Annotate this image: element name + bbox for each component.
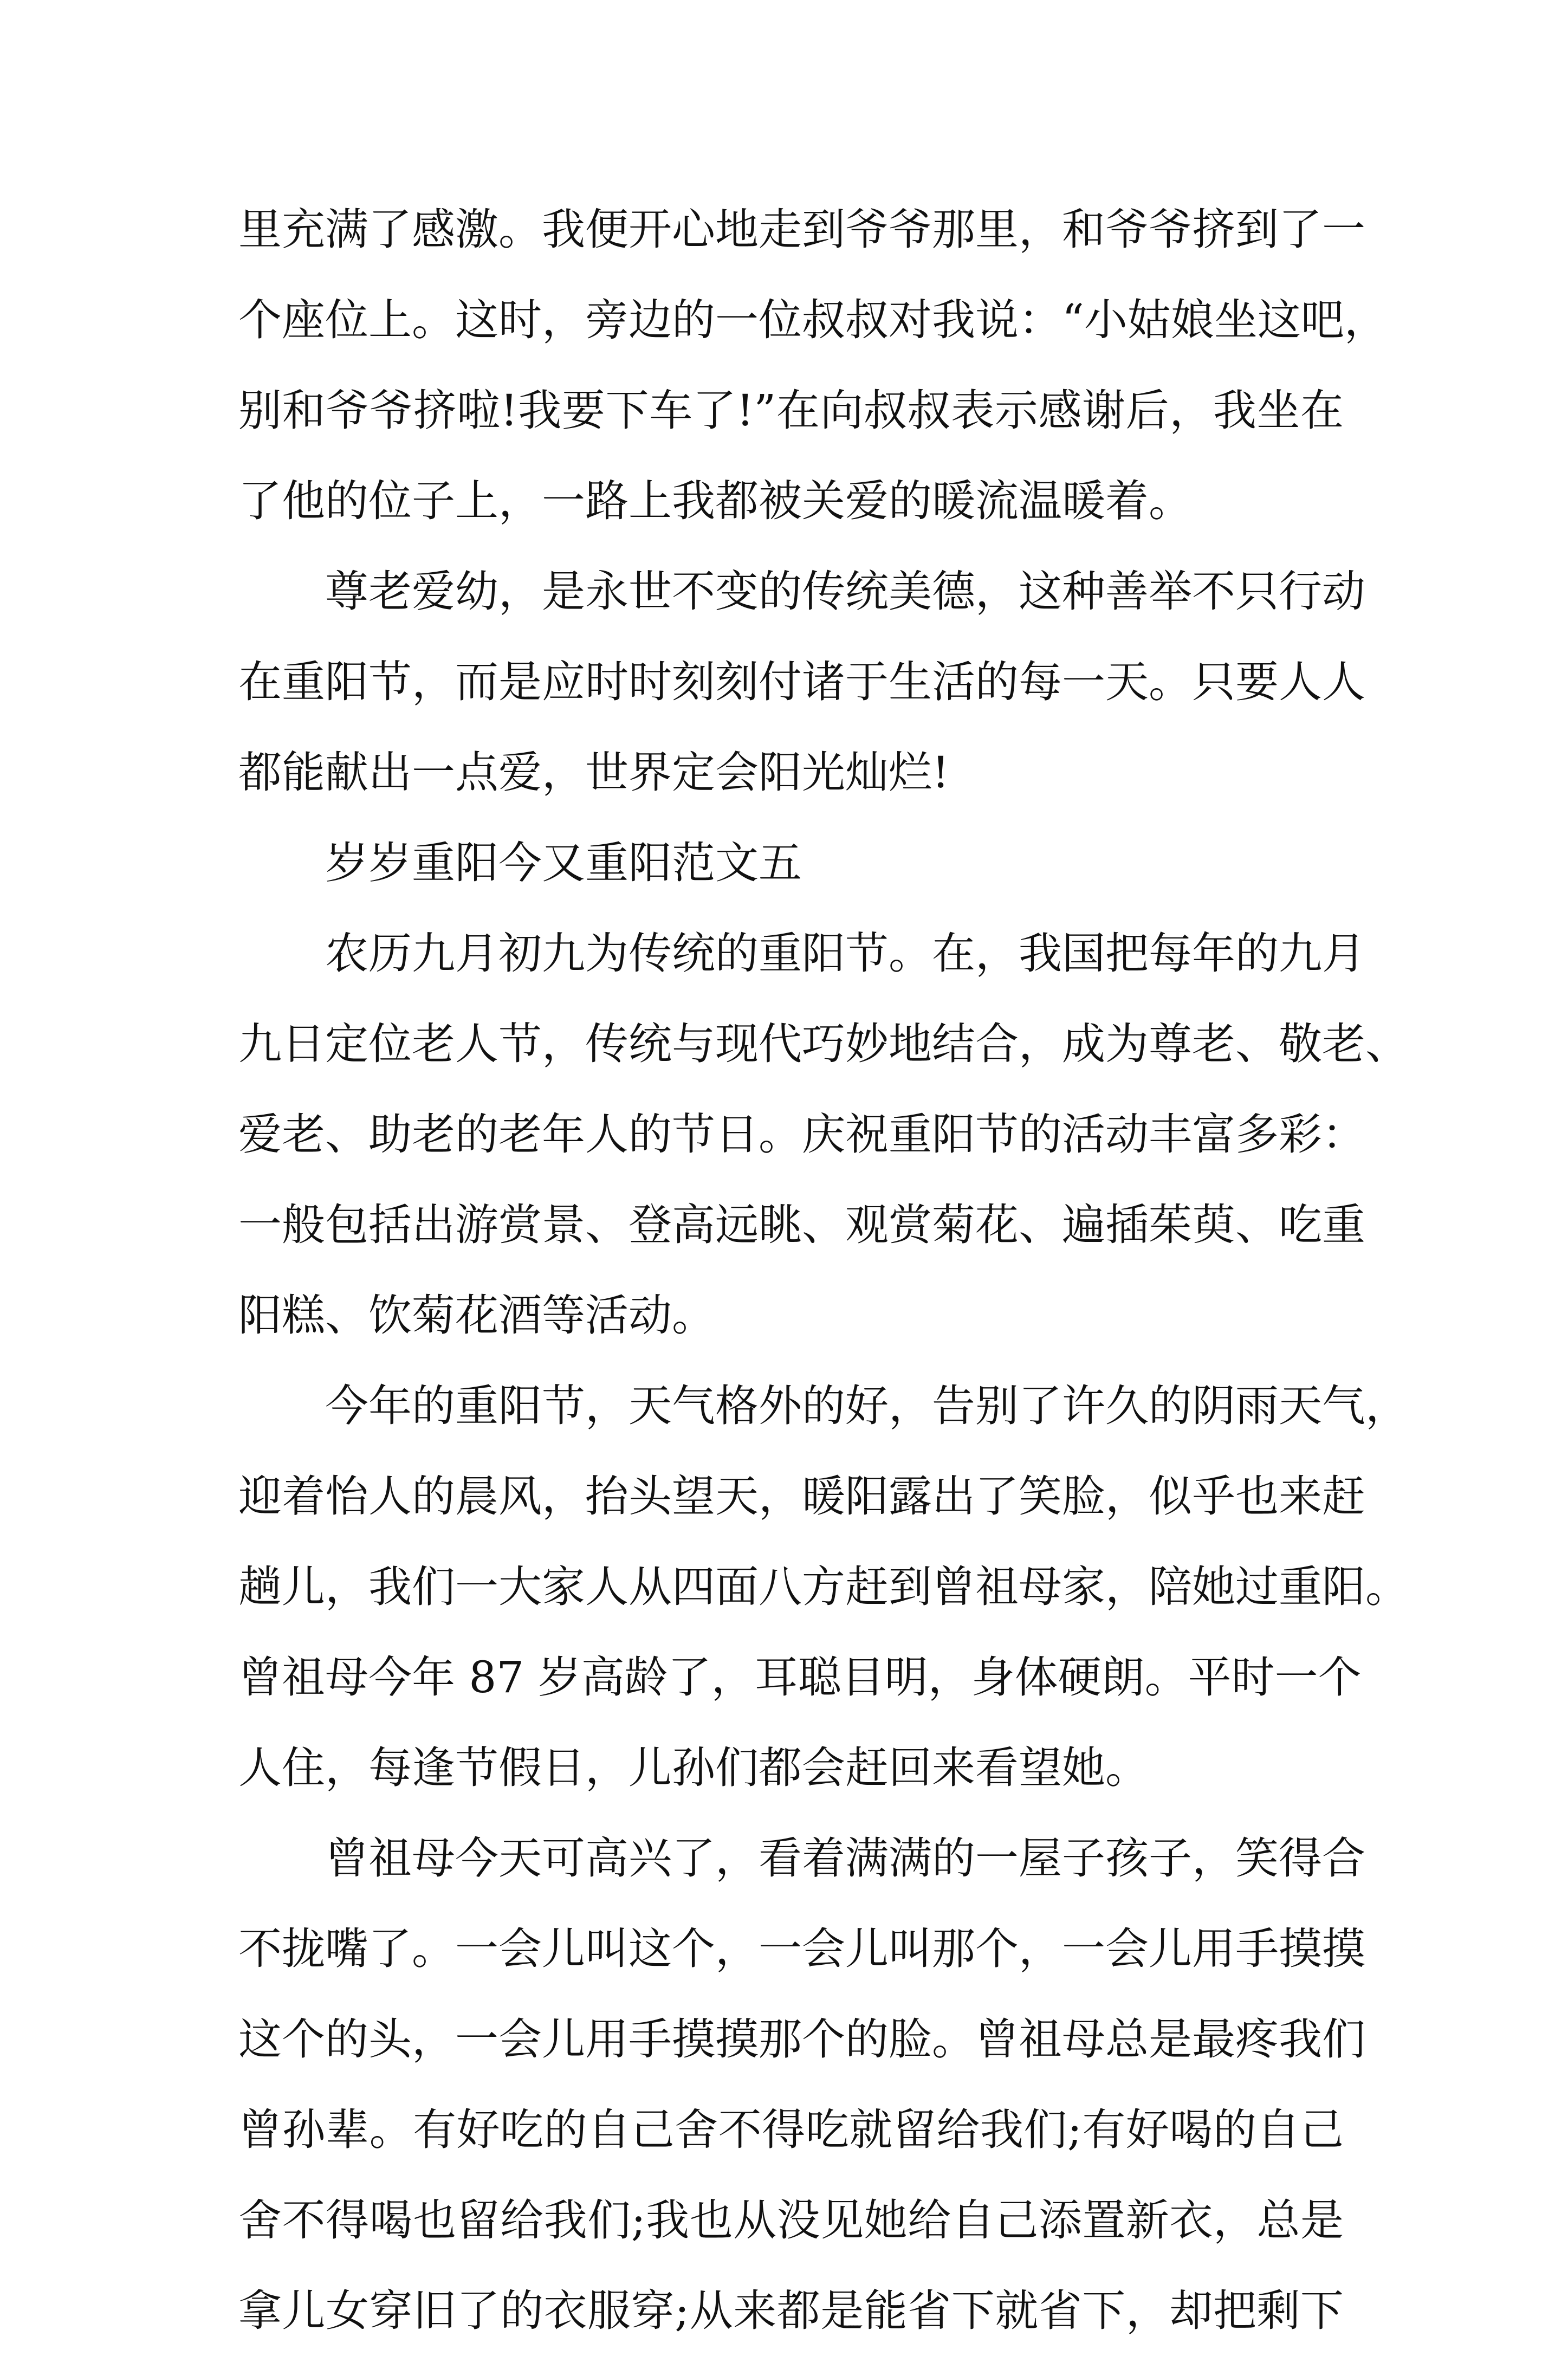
paragraph-first-line: 今年的重阳节，天气格外的好，告别了许久的阴雨天气， <box>325 1381 1409 1431</box>
text-line: 舍不得喝也留给我们;我也从没见她给自己添置新衣，总是 <box>238 2195 1344 2245</box>
text-line: 阳糕、饮菊花酒等活动。 <box>238 1290 715 1341</box>
text-line: 曾孙辈。有好吃的自己舍不得吃就留给我们;有好喝的自己 <box>238 2105 1344 2155</box>
text-line: 了他的位子上，一路上我都被关爱的暖流温暖着。 <box>238 476 1192 526</box>
text-line: 别和爷爷挤啦!我要下车了!”在向叔叔表示感谢后，我坐在 <box>238 385 1344 436</box>
text-line: 一般包括出游赏景、登高远眺、观赏菊花、遍插茱萸、吃重 <box>238 1200 1365 1250</box>
text-line: 不拢嘴了。一会儿叫这个，一会儿叫那个，一会儿用手摸摸 <box>238 1924 1365 1974</box>
body-text <box>238 184 1409 2356</box>
text-line: 爱老、助老的老年人的节日。庆祝重阳节的活动丰富多彩： <box>238 1109 1365 1160</box>
text-line: 迎着怡人的晨风，抬头望天，暖阳露出了笑脸，似乎也来赶 <box>238 1471 1365 1522</box>
text-line: 个座位上。这时，旁边的一位叔叔对我说：“小姑娘坐这吧， <box>238 295 1388 345</box>
text-line: 曾祖母今年 87 岁高龄了，耳聪目明，身体硬朗。平时一个 <box>238 1652 1362 1703</box>
text-line: 都能献出一点爱，世界定会阳光灿烂! <box>238 747 950 798</box>
text-line: 这个的头，一会儿用手摸摸那个的脸。曾祖母总是最疼我们 <box>238 2014 1365 2064</box>
paragraph-first-line: 尊老爱幼，是永世不变的传统美德，这种善举不只行动 <box>325 566 1365 617</box>
text-line: 在重阳节，而是应时时刻刻付诸于生活的每一天。只要人人 <box>238 657 1365 707</box>
paragraph-first-line: 农历九月初九为传统的重阳节。在，我国把每年的九月 <box>325 928 1365 979</box>
paragraph-first-line: 曾祖母今天可高兴了，看着满满的一屋子孩子，笑得合 <box>325 1833 1365 1883</box>
paragraph-first-line: 岁岁重阳今又重阳范文五 <box>325 838 802 888</box>
text-line: 人住，每逢节假日，儿孙们都会赶回来看望她。 <box>238 1743 1149 1793</box>
text-line: 九日定位老人节，传统与现代巧妙地结合，成为尊老、敬老、 <box>238 1019 1409 1069</box>
text-line: 趟儿，我们一大家人从四面八方赶到曾祖母家，陪她过重阳。 <box>238 1562 1409 1612</box>
text-line: 拿儿女穿旧了的衣服穿;从来都是能省下就省下，却把剩下 <box>238 2286 1344 2336</box>
text-line: 里充满了感激。我便开心地走到爷爷那里，和爷爷挤到了一 <box>238 204 1365 255</box>
